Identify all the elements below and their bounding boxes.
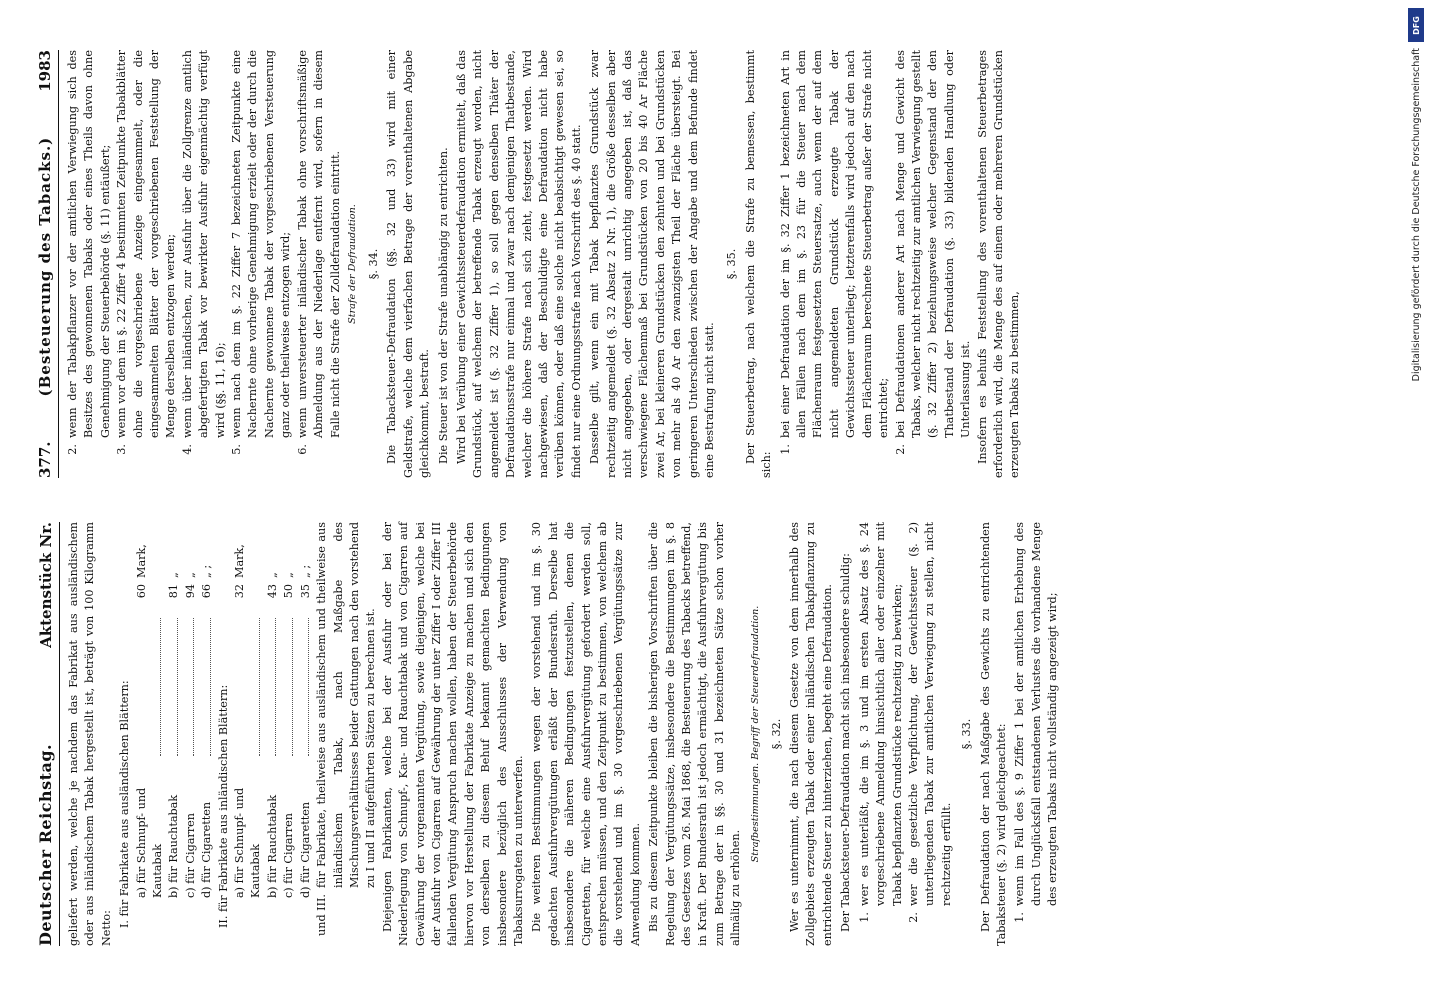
document-number: 377. <box>36 441 54 478</box>
right-page-body <box>65 50 1026 478</box>
rate-row: c) für Cigarren 50 „ <box>282 572 296 898</box>
paragraph: Insofern es behufs Feststellung des vorenthaltenen Steuerbetrages erforderlich wird, die Menge des auf einem oder mehreren Grundstücken erzeugten Tabaks zu bestimmen, <box>975 50 1022 478</box>
credit-text: Digitalisierung gefördert durch die Deutsche Forschungsgemeinschaft <box>1410 48 1422 382</box>
rate-row: a) für Schnupf- und Kautabak 32 Mark, <box>233 544 263 898</box>
paragraph: Die Steuer ist von der Strafe unabhängig zu entrichten. <box>436 147 450 464</box>
left-page-body <box>66 522 1062 946</box>
left-page <box>0 500 1432 1000</box>
paragraph: Der Defraudation der nach Maßgabe des Gewichts zu entrichtenden Tabaksteuer (§. 2) wird gleichgeachtet: <box>978 522 1008 946</box>
page-number: 1983 <box>36 50 54 92</box>
section-heading: §. 32. <box>769 718 783 750</box>
rate-row: d) für Cigaretten 66 „ ; <box>200 564 214 898</box>
marginal-note: Strafe der Defraudation. <box>346 204 358 324</box>
list-item: 2. wenn der Tabakpflanzer vor der amtlichen Verwiegung sich des Besitzes des gewonnenen Tabaks oder eines Theils davon ohne Genehmigung der Steuerbehörde (§. 11) entäußert; <box>66 50 112 455</box>
paragraph: Wer es unternimmt, die nach diesem Gesetze von dem innerhalb des Zollgebiets erzeugten Tabak oder einer inländischen Tabakpflanzung zu entrichtende Steuer zu hinterziehen, begeht eine Defraudation. <box>788 522 834 946</box>
paragraph: Die weiteren Bestimmungen wegen der vorstehend und im §. 30 gedachten Ausfuhrvergütungen erläßt der Bundesrath. Derselbe hat insbesondere die näheren Bedingungen festzustellen, denen die Cigaretten, für welche eine Ausfuhrvergütung gefordert werden soll, entsprechen müssen, und den Zeitpunkt zu bestimmen, von welchem ab die vorstehend und im §. 30 vorgeschriebenen Vergütungssätze zur Anwendung kommen. <box>530 522 642 946</box>
dfg-logo: DFG <box>1408 8 1424 42</box>
list-item: 1. wenn im Fall des §. 9 Ziffer 1 bei der amtlichen Erhebung des durch Unglücksfall entstandenen Verlustes die vorhandene Menge des erzeugten Tabaks nicht vollständig angezeigt wird; <box>1013 522 1060 923</box>
paragraph: Der Steuerbetrag, nach welchem die Strafe zu bemessen, bestimmt sich: <box>743 50 774 478</box>
paragraph: Diejenigen Fabrikanten, welche bei der Ausfuhr oder bei der Niederlegung von Schnupf-, Kau- und Rauchtabak und von Cigarren auf Gewährung der vorgenannten Vergütung, sowie diejenigen, welche bei der Ausfuhr von Cigarren auf Gewährung der unter Ziffer I oder Ziffer III fallenden Vergütung Anspruch machen wollen, haben der Steuerbehörde hiervon vor Herstellung der Fabrikate Anzeige zu machen und sich den von derselben zu diesem Behuf bekannt gemachten Bedingungen insbesondere bezüglich des Ausschlusses der Verwendung von Tabaksurrogaten zu unterwerfen. <box>380 522 525 946</box>
rate-row: b) für Rauchtabak 43 „ <box>265 572 279 898</box>
list-item: 5. wenn nach dem im §. 22 Ziffer 7 bezeichneten Zeitpunkte eine Nachernte ohne vorherige Genehmigung erzielt oder der durch die Nachernte gewonnene Tabak der vorgeschriebenen Versteuerung ganz oder theilweise entzogen wird; <box>230 50 293 455</box>
list-item: 1. wer es unterläßt, die im §. 3 und im ersten Absatz des §. 24 vorgeschriebene Anmeldung hinsichtlich aller oder einzelner mit Tabak bepflanzten Grundstücke rechtzeitig zu bewirken; <box>857 522 904 923</box>
section-heading: §. 34. <box>366 248 380 280</box>
rate-row: a) für Schnupf- und Kautabak 60 Mark, <box>134 544 165 898</box>
list-item: 1. bei einer Defraudation der im §. 32 Ziffer 1 bezeichneten Art in allen Fällen nach dem im §. 23 für die Steuer nach dem Flächenraum festgesetzten Steuersatze, auch wenn der auf dem nicht angemeldeten Grundstück erzeugte Tabak der Gewichtssteuer unterliegt; letzterenfalls wird jedoch auf den nach dem Flächenraum berechnete Steuerbetrag außer der Strafe nicht entrichtet; <box>778 50 891 455</box>
list-item: 2. bei Defraudationen anderer Art nach Menge und Gewicht des Tabaks, welcher nicht rechtzeitig zur amtlichen Verwiegung gestellt (§. 32 Ziffer 2) beziehungsweise welcher Gegenstand der den Thatbestand der Defraudation (§. 33) bildenden Handlung oder Unterlassung ist. <box>893 50 973 455</box>
rate-list-foreign <box>134 522 216 946</box>
document-number-label: Aktenstück Nr. <box>37 522 55 648</box>
list-item: I. für Fabrikate aus ausländischen Blättern: <box>118 680 132 928</box>
list-item: 3. wenn vor dem im §. 22 Ziffer 4 bestimmten Zeitpunkte Tabakblätter ohne die vorgeschriebene Anzeige eingesammelt, oder die eingesammelten Blätter der vorgeschriebenen Feststellung der Menge derselben entzogen werden; <box>115 50 178 455</box>
right-page-header <box>36 50 59 478</box>
list-item: 4. wenn über inländischen, zur Ausfuhr über die Zollgrenze amtlich abgefertigten Tabak vor bewirkter Ausfuhr eigenmächtig verfügt wird (§§. 11, 16); <box>180 50 227 455</box>
paragraph: Dasselbe gilt, wenn ein mit Tabak bepflanztes Grundstück zwar rechtzeitig angemeldet (§. 32 Absatz 2 Nr. 1), die Größe desselben aber nicht angegeben, oder dergestalt unrichtig angegeben ist, daß das verschwiegene Flächenmaß bei Grundstücken von 20 bis 40 Ar Fläche zwei Ar, bei kleineren Grundstücken den zehnten und bei Grundstücken von mehr als 40 Ar den zwanzigsten Theil der Fläche übersteigt. Bei geringeren Unterschieden zwischen der Angabe und dem Befunde findet eine Bestrafung nicht statt. <box>588 50 717 478</box>
list-item: II. für Fabrikate aus inländischen Blättern: <box>216 684 230 928</box>
rate-row: c) für Cigarren 94 „ <box>183 572 197 898</box>
digitization-credit <box>1406 8 1426 992</box>
rate-row: d) für Cigaretten 35 „ ; <box>298 564 312 898</box>
paragraph: Bis zu diesem Zeitpunkte bleiben die bisherigen Vorschriften über die Regelung der Vergütungssätze, insbesondere die Bestimmungen im §. 8 des Gesetzes vom 26. Mai 1868, die Besteuerung des Tabacks betreffend, in Kraft. Der Bundesrath ist jedoch ermächtigt, die Ausfuhrvergütung bis zum Betrage der in §§. 30 und 31 bezeichneten Sätze schon vorher allmälig zu erhöhen. <box>647 522 743 946</box>
rate-list-domestic <box>232 522 314 946</box>
section-heading: §. 33. <box>960 718 974 750</box>
list-item: 6. wenn unversteuerter inländischer Tabak ohne vorschriftsmäßige Abmeldung aus der Niederlage entfernt wird, sofern in diesem Falle nicht die Strafe der Zolldefraudation eintritt. <box>295 50 342 455</box>
paragraph: geliefert werden, welche je nachdem das Fabrikat aus ausländischem oder aus inländischem Tabak hergestellt ist, beträgt von 100 Kilogramm Netto: <box>67 522 113 946</box>
paragraph: Die Tabacksteuer-Defraudation (§§. 32 und 33) wird mit einer Geldstrafe, welche dem vierfachen Betrage der vorenthaltenen Abgabe gleichkommt, bestraft. <box>385 50 432 478</box>
section-heading: §. 35. <box>725 248 739 280</box>
left-page-header <box>36 522 60 946</box>
paragraph: Wird bei Verübung einer Gewichtssteuerdefraudation ermittelt, daß das Grundstück, auf welchem der betreffende Tabak erzeugt worden, nicht angemeldet ist (§. 32 Ziffer 1), so soll gegen denselben Thäter der Defraudationsstrafe nur einmal und zwar nach demjenigen Thatbestande, welcher die höhere Strafe nach sich zieht, festgesetzt werden. Wird nachgewiesen, daß der Beschuldigte eine Defraudation nicht habe verüben können, oder daß eine solche nicht beabsichtigt gewesen sei, so findet nur eine Ordnungsstrafe nach Vorschrift des §. 40 statt. <box>454 50 583 478</box>
journal-title: Deutscher Reichstag. <box>36 743 55 946</box>
list-item: 2. wer die gesetzliche Verpflichtung, der Gewichtssteuer (§. 2) unterliegenden Tabak zur amtlichen Verwiegung zu stellen, nicht rechtzeitig erfüllt. <box>906 522 953 923</box>
running-title: (Besteuerung des Tabacks.) <box>36 136 54 397</box>
paragraph: Der Tabacksteuer-Defraudation macht sich insbesondere schuldig: <box>839 553 853 932</box>
marginal-note: Strafbestimmungen. Begriff der Steuerdefraudation. <box>749 605 761 863</box>
list-item: und III. für Fabrikate, theilweise aus ausländischem und theilweise aus inländischem Tabak, nach Maßgabe des Mischungsverhältnisses beider Gattungen nach den vorstehend zu I und II aufgeführten Sätzen zu berechnen ist. <box>315 522 378 936</box>
rate-row: b) für Rauchtabak 81 „ <box>167 572 181 898</box>
